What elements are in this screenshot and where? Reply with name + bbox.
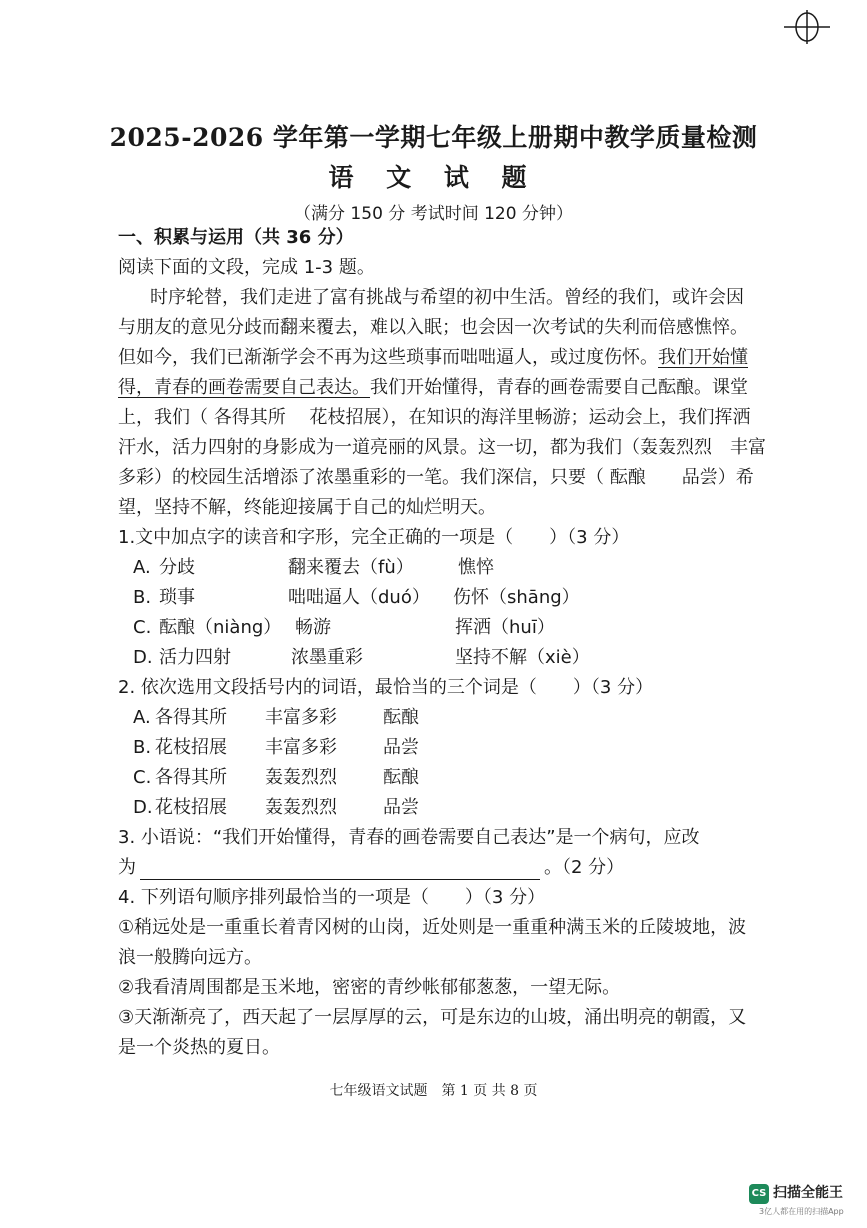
q1-option-a-item-2: 翻来覆去（fù）	[288, 557, 414, 578]
q1-option-b-item-2: 咄咄逼人（duó）	[288, 587, 430, 608]
q1-option-c-label: C.	[133, 617, 152, 638]
subject-title: 语 文 试 题	[328, 163, 539, 192]
q2-option-b-item-3: 品尝	[383, 737, 419, 758]
q2-option-a-label: A.	[133, 707, 151, 728]
passage-line-2: 与朋友的意见分歧而翻来覆去，难以入眠；也会因一次考试的失利而倍感憔悴。	[118, 317, 748, 338]
q2-option-a-item-2: 丰富多彩	[265, 707, 337, 728]
q1-option-b-item-3: 伤怀（shāng）	[453, 587, 580, 608]
q1-option-c-item-1: 酝酿（niàng）	[159, 617, 282, 638]
passage-line-7: 多彩）的校园生活增添了浓墨重彩的一笔。我们深信，只要（ 酝酿 品尝）希	[118, 467, 754, 488]
exam-title: 2025-2026 学年第一学期七年级上册期中教学质量检测	[109, 123, 758, 152]
q2-option-d-item-2: 轰轰烈烈	[265, 797, 337, 818]
question-3-stem: 3. 小语说：“我们开始懂得，青春的画卷需要自己表达”是一个病句，应改	[118, 827, 700, 848]
passage-line-6: 汗水，活力四射的身影成为一道亮丽的风景。这一切，都为我们（轰轰烈烈 丰富	[118, 437, 766, 458]
q2-option-c-item-1: 各得其所	[155, 767, 227, 788]
q1-option-b-label: B.	[133, 587, 152, 608]
q4-sentence-3a: ③天渐渐亮了，西天起了一层厚厚的云，可是东边的山坡，涌出明亮的朝霞，又	[118, 1007, 747, 1028]
q3-answer-blank[interactable]	[140, 861, 540, 880]
q1-option-a-item-3: 憔悴	[458, 557, 494, 578]
q4-sentence-1b: 浪一般腾向远方。	[118, 947, 262, 968]
q1-option-a-label: A.	[133, 557, 151, 578]
passage-line-4b: 我们开始懂得，青春的画卷需要自己酝酿。课堂	[370, 377, 748, 398]
binding-mark-icon	[782, 8, 832, 46]
q4-sentence-2: ②我看清周围都是玉米地，密密的青纱帐郁郁葱葱，一望无际。	[118, 977, 621, 998]
q1-option-d-item-2: 浓墨重彩	[291, 647, 363, 668]
q2-option-c-label: C.	[133, 767, 152, 788]
watermark-app-name: 扫描全能王	[773, 1185, 843, 1201]
q3-prefix: 为	[118, 857, 136, 878]
q2-option-b-item-2: 丰富多彩	[265, 737, 337, 758]
passage-line-4	[118, 376, 748, 400]
q1-option-d-item-3: 坚持不解（xiè）	[455, 647, 590, 668]
q2-option-b-item-1: 花枝招展	[155, 737, 227, 758]
q1-option-c-item-3: 挥洒（huī）	[455, 617, 555, 638]
question-4-stem: 4. 下列语句顺序排列最恰当的一项是（ ）（3 分）	[118, 887, 546, 908]
q1-option-d-label: D.	[133, 647, 153, 668]
q4-sentence-1a: ①稍远处是一重重长着青冈树的山岗，近处则是一重重种满玉米的丘陵坡地，波	[118, 917, 747, 938]
q2-option-d-item-1: 花枝招展	[155, 797, 227, 818]
q2-option-a-item-1: 各得其所	[155, 707, 227, 728]
section-instruction: 阅读下面的文段，完成 1-3 题。	[118, 257, 375, 278]
q2-option-d-item-3: 品尝	[383, 797, 419, 818]
q2-option-c-item-2: 轰轰烈烈	[265, 767, 337, 788]
question-1-stem: 1.文中加点字的读音和字形，完全正确的一项是（ ）（3 分）	[118, 527, 630, 548]
page-footer: 七年级语文试题 第 1 页 共 8 页	[329, 1083, 538, 1099]
q1-option-a-item-1: 分歧	[159, 557, 195, 578]
passage-line-3	[118, 346, 748, 370]
q2-option-b-label: B.	[133, 737, 152, 758]
q3-suffix: 。（2 分）	[544, 857, 625, 878]
question-2-stem: 2. 依次选用文段括号内的词语，最恰当的三个词是（ ）（3 分）	[118, 677, 654, 698]
section-heading: 一、积累与运用（共 36 分）	[118, 227, 354, 248]
sick-sentence-part-1: 我们开始懂	[658, 347, 748, 368]
passage-line-1: 时序轮替，我们走进了富有挑战与希望的初中生活。曾经的我们，或许会因	[150, 287, 744, 308]
exam-info: （满分 150 分 考试时间 120 分钟）	[294, 204, 573, 224]
question-3-answer-line	[118, 856, 624, 880]
watermark-tagline: 3亿人都在用的扫描App	[759, 1207, 844, 1216]
sick-sentence-part-2: 得，青春的画卷需要自己表达。	[118, 377, 370, 398]
camscanner-logo-icon: CS	[749, 1184, 769, 1204]
q2-option-d-label: D.	[133, 797, 153, 818]
q2-option-a-item-3: 酝酿	[383, 707, 419, 728]
q1-option-d-item-1: 活力四射	[159, 647, 231, 668]
passage-line-3a: 但如今，我们已渐渐学会不再为这些琐事而咄咄逼人，或过度伤怀。	[118, 347, 658, 368]
passage-line-8: 望，坚持不解，终能迎接属于自己的灿烂明天。	[118, 497, 496, 518]
passage-line-5: 上，我们（ 各得其所 花枝招展），在知识的海洋里畅游；运动会上，我们挥洒	[118, 407, 751, 428]
scanner-watermark	[749, 1180, 861, 1220]
q1-option-b-item-1: 琐事	[159, 587, 195, 608]
q2-option-c-item-3: 酝酿	[383, 767, 419, 788]
q4-sentence-3b: 是一个炎热的夏日。	[118, 1037, 280, 1058]
q1-option-c-item-2: 畅游	[295, 617, 331, 638]
